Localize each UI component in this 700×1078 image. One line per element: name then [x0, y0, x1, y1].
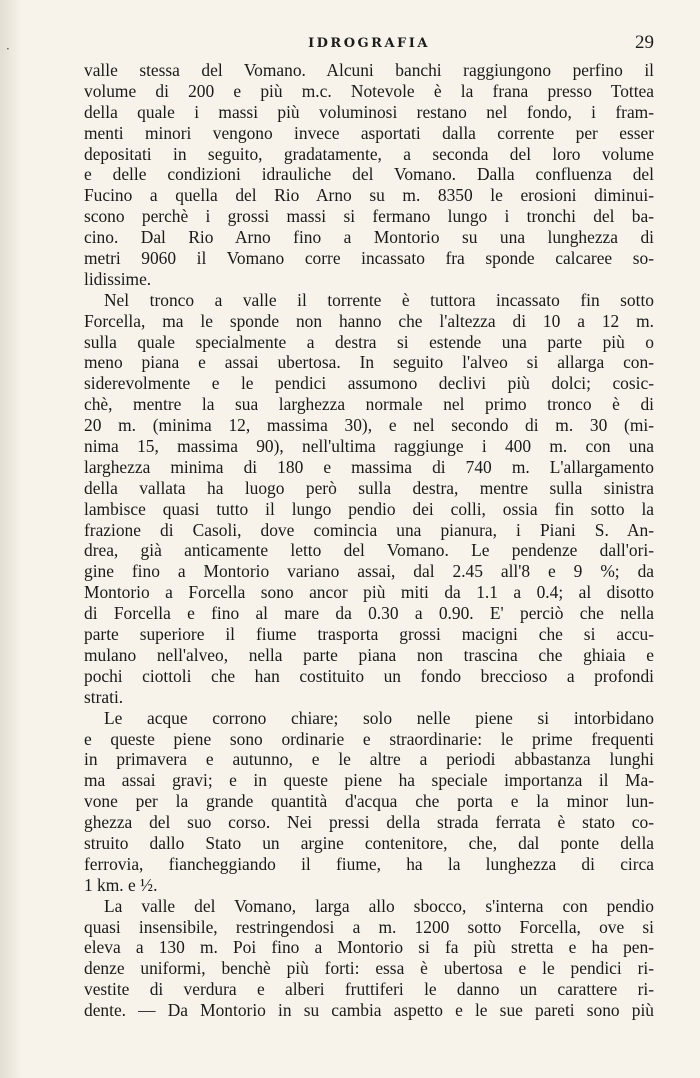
text-line: della vallata ha luogo però sulla destra, mentre sulla sinistra	[84, 477, 654, 498]
text-line: e delle condizioni idrauliche del Vomano. Dalla confluenza del	[84, 164, 654, 185]
text-line: ghezza del suo corso. Nei pressi della strada ferrata è stato co-	[84, 812, 654, 833]
paragraph-1	[84, 60, 654, 290]
text-line: lambisce quasi tutto il lungo pendio dei colli, ossia fin sotto la	[84, 498, 654, 519]
text-line: e queste piene sono ordinarie e straordinarie: le prime frequenti	[84, 728, 654, 749]
text-line: 1 km. e ½.	[84, 874, 158, 895]
text-line: chè, mentre la sua larghezza normale nel primo tronco è di	[84, 394, 654, 415]
text-line: drea, già anticamente letto del Vomano. Le pendenze dall'ori-	[84, 540, 654, 561]
text-line: Le acque corrono chiare; solo nelle piene si intorbidano	[104, 707, 654, 728]
text-line: frazione di Casoli, dove comincia una pianura, i Piani S. An-	[84, 519, 654, 540]
page-number: 29	[635, 32, 654, 53]
text-line: meno piana e assai ubertosa. In seguito l'alveo si allarga con-	[84, 352, 654, 373]
text-line: scono perchè i grossi massi si fermano lungo i tronchi del ba-	[84, 206, 654, 227]
text-line: mulano nell'alveo, nella parte piana non trascina che ghiaia e	[84, 644, 654, 665]
text-line: valle stessa del Vomano. Alcuni banchi raggiungono perfino il	[84, 60, 654, 80]
text-line: denze uniformi, benchè più forti: essa è ubertosa e le pendici ri-	[84, 958, 654, 979]
text-line: gine fino a Montorio variano assai, dal 2.45 all'8 e 9 %; da	[84, 561, 654, 582]
paragraph-3	[84, 708, 654, 896]
text-line: depositati in seguito, gradatamente, a seconda del loro volume	[84, 143, 654, 164]
text-line: lidissime.	[84, 268, 152, 289]
text-line: in primavera e autunno, e le altre a periodi abbastanza lunghi	[84, 749, 654, 770]
text-line: sulla quale specialmente a destra si estende una parte più o	[84, 331, 654, 352]
text-line: La valle del Vomano, larga allo sbocco, s'interna con pendio	[104, 895, 654, 916]
text-line: ferrovia, fiancheggiando il fiume, ha la lunghezza di circa	[84, 853, 654, 874]
running-title: IDROGRAFIA	[308, 36, 430, 51]
text-line: della quale i massi più voluminosi restano nel fondo, i fram-	[84, 101, 654, 122]
text-line: vone per la grande quantità d'acqua che porta e la minor lun-	[84, 791, 654, 812]
paragraph-2	[84, 290, 654, 708]
text-line: strati.	[84, 686, 124, 707]
text-line: Forcella, ma le sponde non hanno che l'altezza di 10 a 12 m.	[84, 310, 654, 331]
text-line: vestite di verdura e alberi fruttiferi le danno un carattere ri-	[84, 979, 654, 1000]
text-line: larghezza minima di 180 e massima di 740 m. L'allargamento	[84, 456, 654, 477]
text-line: 20 m. (minima 12, massima 30), e nel secondo di m. 30 (mi-	[84, 415, 654, 436]
text-line: dente. — Da Montorio in su cambia aspetto e le sue pareti sono più	[84, 1000, 654, 1021]
text-line: metri 9060 il Vomano corre incassato fra sponde calcaree so-	[84, 248, 654, 269]
text-line: menti minori vengono invece asportati dalla corrente per esser	[84, 122, 654, 143]
page-header	[84, 30, 654, 54]
text-line: Fucino a quella del Rio Arno su m. 8350 le erosioni diminui-	[84, 185, 654, 206]
text-line: struito dallo Stato un argine contenitore, che, dal ponte della	[84, 832, 654, 853]
margin-mark: ·	[6, 42, 10, 56]
text-line: pochi ciottoli che han costituito un fondo breccioso a profondi	[84, 665, 654, 686]
text-line: parte superiore il fiume trasporta grossi macigni che si accu-	[84, 624, 654, 645]
text-line: siderevolmente e le pendici assumono declivi più dolci; cosic-	[84, 373, 654, 394]
text-line: nima 15, massima 90), nell'ultima raggiunge i 400 m. con una	[84, 436, 654, 457]
text-line: di Forcella e fino al mare da 0.30 a 0.90. E' perciò che nella	[84, 603, 654, 624]
text-line: ma assai gravi; e in queste piene ha speciale importanza il Ma-	[84, 770, 654, 791]
text-line: Montorio a Forcella sono ancor più miti da 1.1 a 0.4; al disotto	[84, 582, 654, 603]
paragraph-4	[84, 896, 654, 1021]
text-line: cino. Dal Rio Arno fino a Montorio su una lunghezza di	[84, 227, 654, 248]
text-line: Nel tronco a valle il torrente è tuttora incassato fin sotto	[104, 289, 654, 310]
text-line: eleva a 130 m. Poi fino a Montorio si fa più stretta e ha pen-	[84, 937, 654, 958]
spine-shadow	[0, 0, 22, 1078]
body-text	[84, 60, 654, 1021]
text-line: quasi insensibile, restringendosi a m. 1200 sotto Forcella, ove si	[84, 916, 654, 937]
text-line: volume di 200 e più m.c. Notevole è la frana presso Tottea	[84, 80, 654, 101]
